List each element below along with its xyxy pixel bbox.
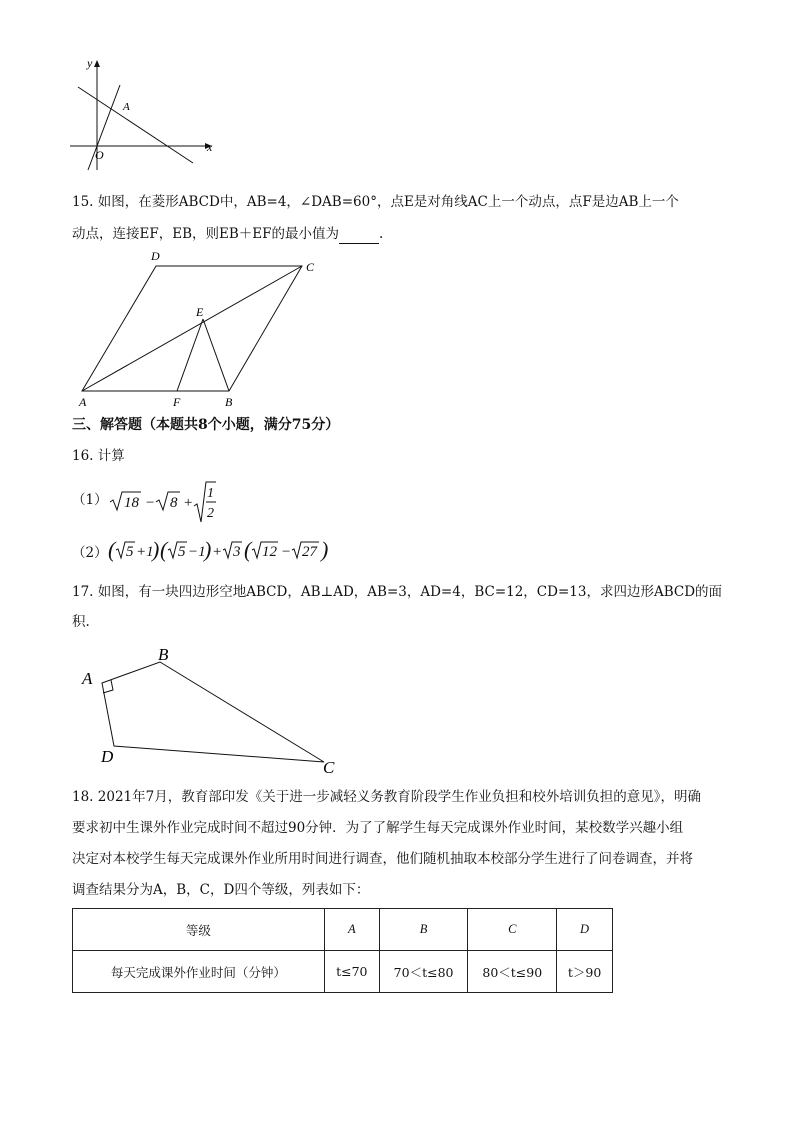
table-row	[73, 951, 613, 993]
y-axis-arrow	[94, 60, 100, 67]
label-a: A	[79, 395, 87, 409]
label-b: B	[158, 645, 169, 664]
svg-text:(: (	[108, 537, 116, 562]
q17-line1: 17. 如图，有一块四边形空地ABCD，AB⊥AD，AB=3，AD=4，BC=12，CD=13，求四边形ABCD的面	[72, 584, 723, 600]
grade-table	[72, 908, 613, 993]
label-e: E	[196, 305, 204, 319]
table-cell: 80＜t≤90	[468, 951, 557, 993]
q18-line1: 18. 2021年7月，教育部印发《关于进一步减轻义务教育阶段学生作业负担和校外培训负担的意见》，明确	[72, 789, 701, 805]
answer-blank	[339, 229, 379, 244]
svg-text:18: 18	[124, 495, 139, 511]
label-d: D	[101, 747, 114, 766]
table-row	[73, 909, 613, 951]
label-d: D	[151, 249, 160, 263]
svg-text:−: −	[145, 495, 156, 511]
table-cell: B	[379, 909, 468, 951]
q16-part1-label: （1）	[72, 492, 108, 508]
svg-text:1: 1	[207, 486, 214, 501]
svg-text:+: +	[212, 544, 223, 560]
q15-line2-text: 动点，连接EF，EB，则EB＋EF的最小值为	[72, 226, 339, 242]
section-3-heading: 三、解答题（本题共8个小题，满分75分）	[72, 417, 340, 433]
label-a: A	[123, 101, 130, 113]
svg-text:5: 5	[126, 544, 134, 560]
label-b: B	[225, 395, 233, 409]
svg-text:(: (	[244, 537, 252, 562]
table-cell: t＞90	[557, 951, 613, 993]
svg-text:−1: −1	[188, 544, 206, 560]
svg-text:): )	[321, 537, 329, 562]
svg-text:+1: +1	[136, 544, 154, 560]
label-o: O	[95, 148, 104, 162]
q14-coordinate-figure	[65, 55, 225, 175]
label-f: F	[173, 395, 181, 409]
svg-text:+: +	[183, 495, 194, 511]
svg-text:): )	[152, 537, 160, 562]
table-cell: t≤70	[324, 951, 379, 993]
svg-text:27: 27	[302, 544, 317, 560]
q16-part2-label: （2）	[72, 545, 108, 561]
svg-text:5: 5	[178, 544, 186, 560]
q16-part2	[72, 543, 108, 563]
label-c: C	[323, 758, 335, 777]
label-c: C	[306, 260, 315, 274]
q15-line2	[72, 224, 383, 244]
segment-eb	[203, 319, 229, 391]
q17-quadrilateral-figure	[78, 640, 348, 780]
label-y: y	[87, 56, 93, 70]
svg-text:2: 2	[207, 506, 214, 521]
q16-title: 16. 计算	[72, 448, 125, 464]
table-cell: 70＜t≤80	[379, 951, 468, 993]
svg-text:−: −	[281, 544, 292, 560]
q16-part2-expression	[108, 536, 338, 568]
q18-line3: 决定对本校学生每天完成课外作业所用时间进行调查，他们随机抽取本校部分学生进行了问卷调查，并将	[72, 851, 693, 867]
quadrilateral-abcd	[102, 662, 324, 762]
label-x: x	[207, 140, 213, 154]
svg-text:): )	[204, 537, 212, 562]
svg-text:3: 3	[233, 544, 241, 560]
q16-part1	[72, 490, 108, 510]
label-a: A	[82, 669, 93, 688]
table-cell: D	[557, 909, 613, 951]
q15-line1: 15. 如图，在菱形ABCD中，AB=4，∠DAB=60°，点E是对角线AC上一个动点，点F是边AB上一个	[72, 194, 679, 210]
q17-line2: 积.	[72, 614, 90, 630]
svg-text:12: 12	[262, 544, 277, 560]
q15-line2-end: .	[379, 226, 384, 242]
q18-line2: 要求初中生课外作业完成时间不超过90分钟．为了了解学生每天完成课外作业时间，某校数学兴趣小组	[72, 820, 684, 836]
q15-rhombus-figure	[70, 248, 330, 413]
table-cell: C	[468, 909, 557, 951]
q16-part1-expression	[108, 480, 218, 526]
table-cell: 每天完成课外作业时间（分钟）	[73, 951, 325, 993]
diagonal-ac	[82, 266, 302, 391]
line-through-origin	[88, 85, 120, 170]
q18-line4: 调查结果分为A，B，C，D四个等级，列表如下：	[72, 882, 370, 898]
svg-text:8: 8	[170, 495, 178, 511]
table-cell: 等级	[73, 909, 325, 951]
svg-text:(: (	[160, 537, 168, 562]
table-cell: A	[324, 909, 379, 951]
